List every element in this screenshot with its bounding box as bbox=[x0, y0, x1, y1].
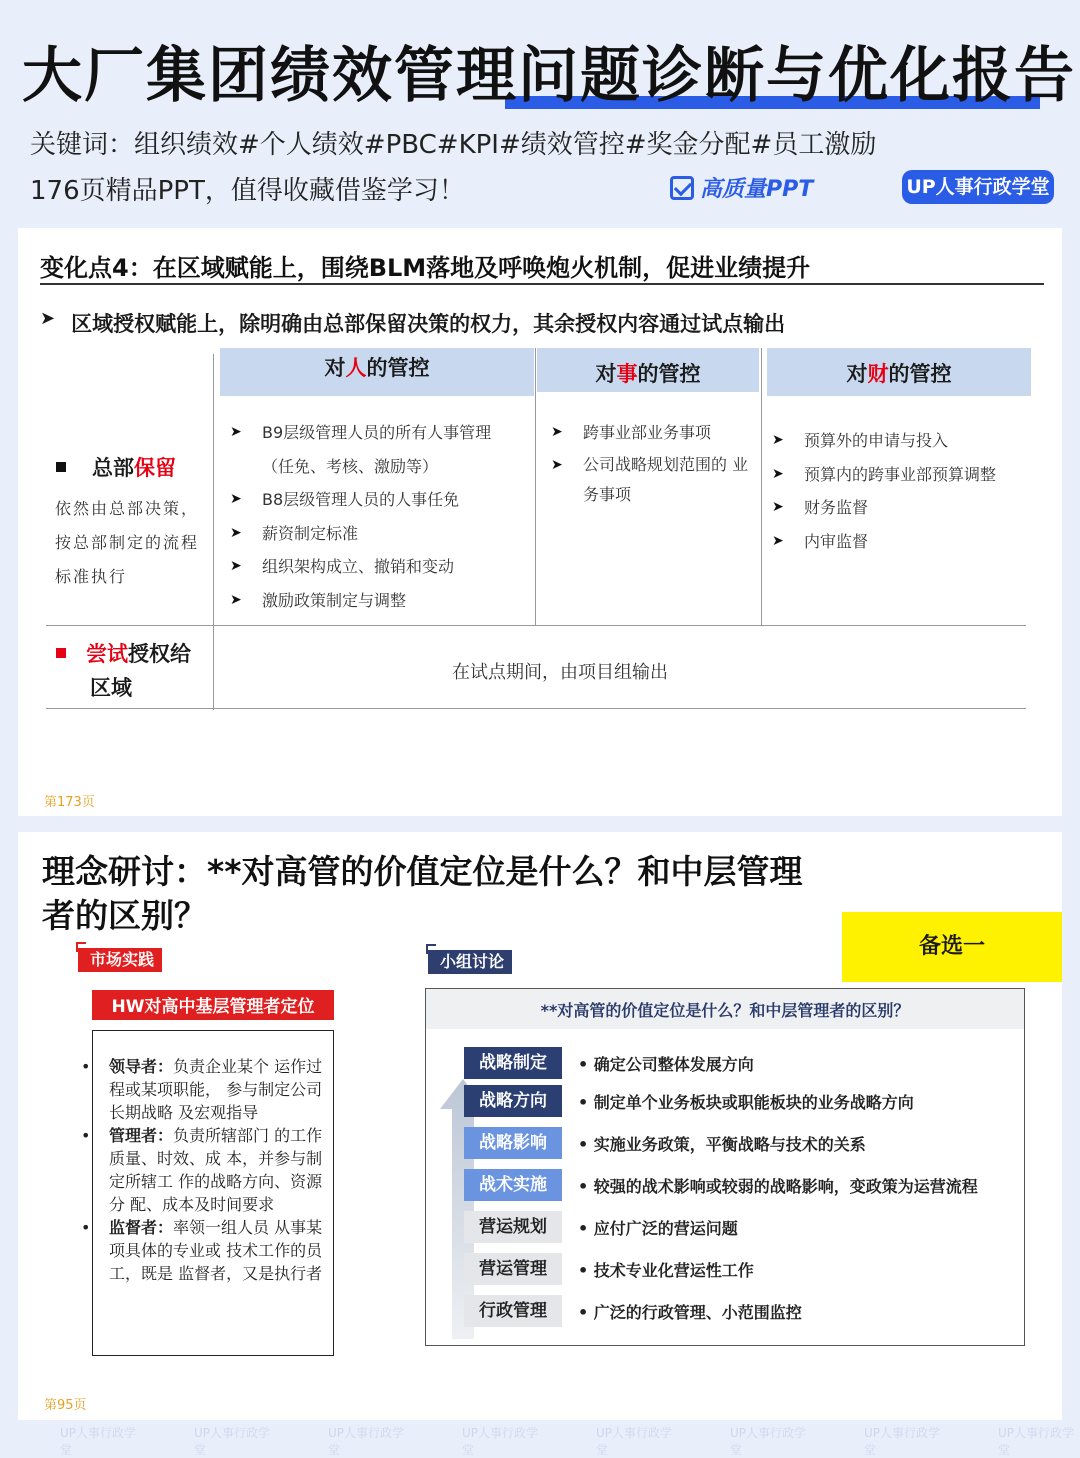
people-control-list bbox=[230, 416, 491, 617]
list-item bbox=[230, 517, 491, 551]
list-item-text: B9层级管理人员的所有人事管理 bbox=[262, 423, 492, 442]
slide-title: 理念研讨：**对高管的价值定位是什么？和中层管理者的区别？ bbox=[42, 852, 803, 935]
level-row bbox=[464, 1211, 738, 1243]
arrow-icon: ➤ bbox=[230, 558, 242, 574]
spacer bbox=[230, 450, 244, 484]
list-item bbox=[772, 458, 996, 492]
hw-box-title: HW对高中基层管理者定位 bbox=[92, 990, 334, 1020]
list-item bbox=[230, 483, 491, 517]
arrow-icon: ➤ bbox=[772, 532, 784, 549]
hw-box bbox=[92, 1030, 334, 1356]
list-item bbox=[230, 550, 491, 584]
arrow-icon: ➤ bbox=[40, 308, 56, 329]
row-label-pilot bbox=[56, 638, 191, 702]
col-red: 财 bbox=[867, 362, 889, 386]
row-title-red: 保留 bbox=[134, 456, 176, 480]
arrow-icon: ➤ bbox=[230, 491, 242, 507]
arrow-icon: ➤ bbox=[772, 432, 784, 448]
list-item bbox=[230, 416, 491, 450]
quality-badge bbox=[670, 172, 813, 203]
checkbox-icon bbox=[670, 176, 694, 200]
list-item bbox=[551, 416, 761, 450]
col-red: 人 bbox=[345, 356, 367, 380]
row-title-red: 尝试 bbox=[86, 642, 128, 666]
watermark-text: UP人事行政学堂 bbox=[328, 1426, 405, 1457]
arrow-icon: ➤ bbox=[230, 524, 242, 541]
level-desc: • 较强的战术影响或较弱的战略影响，变政策为运营流程 bbox=[578, 1174, 978, 1197]
level-row bbox=[464, 1169, 978, 1201]
col-post: 的管控 bbox=[888, 362, 952, 386]
role-label: 管理者： bbox=[109, 1126, 174, 1145]
col-red: 事 bbox=[616, 362, 638, 386]
keywords-line: 关键词：组织绩效#个人绩效#PBC#KPI#绩效管控#奖金分配#员工激励 bbox=[30, 130, 877, 160]
arrow-icon: ➤ bbox=[551, 456, 563, 473]
level-row bbox=[464, 1127, 866, 1159]
finance-control-list bbox=[772, 424, 996, 558]
level-desc: • 实施业务政策，平衡战略与技术的关系 bbox=[578, 1132, 866, 1155]
grid-line bbox=[213, 354, 214, 710]
list-item-text: 公司战略规划范围的 业 bbox=[583, 454, 749, 474]
level-label: 战略制定 bbox=[464, 1047, 562, 1079]
quality-badge-label: 高质量PPT bbox=[700, 177, 814, 202]
level-row bbox=[464, 1085, 914, 1117]
list-item bbox=[772, 525, 996, 559]
list-item-text: （任免、考核、激励等） bbox=[262, 456, 439, 476]
tag-market-practice: 市场实践 bbox=[78, 948, 162, 972]
watermark-text: UP人事行政学堂 bbox=[864, 1426, 941, 1457]
level-label: 战略方向 bbox=[464, 1085, 562, 1117]
row-title-line2: 区域 bbox=[90, 676, 132, 700]
page-number: 第173页 bbox=[44, 795, 95, 810]
level-label: 战术实施 bbox=[464, 1169, 562, 1201]
square-bullet-icon bbox=[56, 648, 66, 658]
brand-badge: UP人事行政学堂 bbox=[902, 170, 1054, 204]
arrow-icon: ➤ bbox=[551, 424, 563, 440]
col-post: 的管控 bbox=[366, 356, 430, 380]
watermark-text: UP人事行政学堂 bbox=[462, 1426, 539, 1457]
level-row bbox=[464, 1295, 802, 1327]
col-pre: 对 bbox=[595, 362, 617, 386]
watermark-text: UP人事行政学堂 bbox=[998, 1426, 1075, 1457]
list-item-text: 财务监督 bbox=[804, 498, 869, 517]
list-item-text: 务事项 bbox=[583, 484, 632, 504]
level-label: 行政管理 bbox=[464, 1295, 562, 1327]
watermark-text: UP人事行政学堂 bbox=[194, 1426, 271, 1457]
slide-title: 变化点4：在区域赋能上，围绕BLM落地及呼唤炮火机制，促进业绩提升 bbox=[40, 254, 811, 282]
list-item-text: 薪资制定标准 bbox=[262, 523, 359, 543]
list-item bbox=[551, 480, 761, 510]
list-item bbox=[67, 1055, 335, 1124]
arrow-icon: ➤ bbox=[772, 499, 784, 515]
row-desc-hq bbox=[55, 484, 213, 594]
level-label: 战略影响 bbox=[464, 1127, 562, 1159]
grid-line bbox=[761, 348, 762, 626]
slide-card-95 bbox=[18, 832, 1062, 1420]
list-item-text: 预算外的申请与投入 bbox=[804, 431, 949, 450]
row-title bbox=[56, 638, 191, 668]
level-label: 营运管理 bbox=[464, 1253, 562, 1285]
row-title-post: 授权给 bbox=[128, 642, 191, 666]
spacer bbox=[551, 480, 565, 510]
list-item-text: 预算内的跨事业部预算调整 bbox=[804, 464, 997, 484]
row-title bbox=[56, 452, 176, 482]
subtitle-line: 176页精品PPT，值得收藏借鉴学习！ bbox=[30, 176, 465, 206]
page-title: 大厂集团绩效管理问题诊断与优化报告 bbox=[22, 41, 1076, 111]
list-item bbox=[551, 450, 761, 480]
tag-group-discussion: 小组讨论 bbox=[428, 950, 512, 974]
slide-subtitle-text: 区域授权赋能上，除明确由总部保留决策的权力，其余授权内容通过试点输出 bbox=[71, 312, 786, 336]
list-item-text: 内审监督 bbox=[804, 531, 869, 551]
level-diagram bbox=[425, 988, 1025, 1346]
list-item-text: B8层级管理人员的人事任免 bbox=[262, 490, 460, 509]
row-title-pre: 总部 bbox=[92, 456, 134, 480]
pilot-text: 在试点期间，由项目组输出 bbox=[452, 662, 668, 683]
arrow-icon: ➤ bbox=[772, 465, 784, 482]
role-label: 领导者： bbox=[109, 1057, 174, 1076]
grid-line bbox=[535, 348, 536, 626]
level-desc: • 广泛的行政管理、小范围监控 bbox=[578, 1300, 802, 1323]
row-desc: 依然由总部决策，按总部制定的流程标准执行 bbox=[55, 499, 200, 586]
column-header-finance bbox=[767, 348, 1031, 396]
watermark-text: UP人事行政学堂 bbox=[596, 1426, 673, 1457]
watermark-row bbox=[60, 1424, 1080, 1458]
column-header-affairs bbox=[537, 348, 759, 392]
affairs-control-list bbox=[551, 416, 761, 510]
list-item-text: 跨事业部业务事项 bbox=[583, 423, 712, 442]
col-post: 的管控 bbox=[637, 362, 701, 386]
role-text: 率领一组人员 从事某项具体的专业或 技术工作的员工，既是 监督者，又是执行者 bbox=[109, 1218, 323, 1283]
list-item-text: 组织架构成立、撤销和变动 bbox=[262, 557, 455, 576]
square-bullet-icon bbox=[56, 462, 66, 472]
col-pre: 对 bbox=[846, 362, 868, 386]
arrow-icon: ➤ bbox=[230, 424, 242, 440]
slide-subtitle bbox=[40, 308, 785, 338]
page-number: 第95页 bbox=[44, 1398, 87, 1413]
diagram-title: **对高管的价值定位是什么？和中层管理者的区别？ bbox=[426, 989, 1024, 1029]
arrow-icon: ➤ bbox=[230, 591, 242, 608]
level-desc: • 应付广泛的营运问题 bbox=[578, 1216, 738, 1239]
role-label: 监督者： bbox=[109, 1218, 174, 1237]
role-text: 负责企业某个 运作过程或某项职能， 参与制定公司长期战略 及宏观指导 bbox=[109, 1057, 323, 1122]
grid-line bbox=[46, 708, 1026, 709]
list-item bbox=[67, 1216, 335, 1285]
list-item-text: 激励政策制定与调整 bbox=[262, 590, 407, 610]
list-item bbox=[230, 584, 491, 618]
level-row bbox=[464, 1253, 754, 1285]
col-pre: 对 bbox=[324, 356, 346, 380]
list-item bbox=[230, 450, 491, 484]
level-desc: • 技术专业化营运性工作 bbox=[578, 1258, 754, 1281]
row-label-hq bbox=[56, 452, 176, 482]
column-header-people bbox=[220, 348, 534, 396]
watermark-text: UP人事行政学堂 bbox=[730, 1426, 807, 1457]
role-text: 负责所辖部门 的工作质量、时效、成 本，并参与制定所辖工 作的战略方向、资源分 配、成本及时间要求 bbox=[109, 1126, 323, 1214]
list-item bbox=[67, 1124, 335, 1216]
list-item bbox=[772, 491, 996, 525]
level-row bbox=[464, 1047, 754, 1079]
alternative-label: 备选一 bbox=[842, 912, 1062, 982]
level-label: 营运规划 bbox=[464, 1211, 562, 1243]
level-desc: • 确定公司整体发展方向 bbox=[578, 1052, 754, 1075]
grid-line bbox=[46, 625, 1026, 626]
divider bbox=[40, 283, 1044, 285]
slide-card-173 bbox=[18, 228, 1062, 816]
watermark-text: UP人事行政学堂 bbox=[60, 1426, 137, 1457]
level-desc: • 制定单个业务板块或职能板块的业务战略方向 bbox=[578, 1090, 914, 1113]
list-item bbox=[772, 424, 996, 458]
